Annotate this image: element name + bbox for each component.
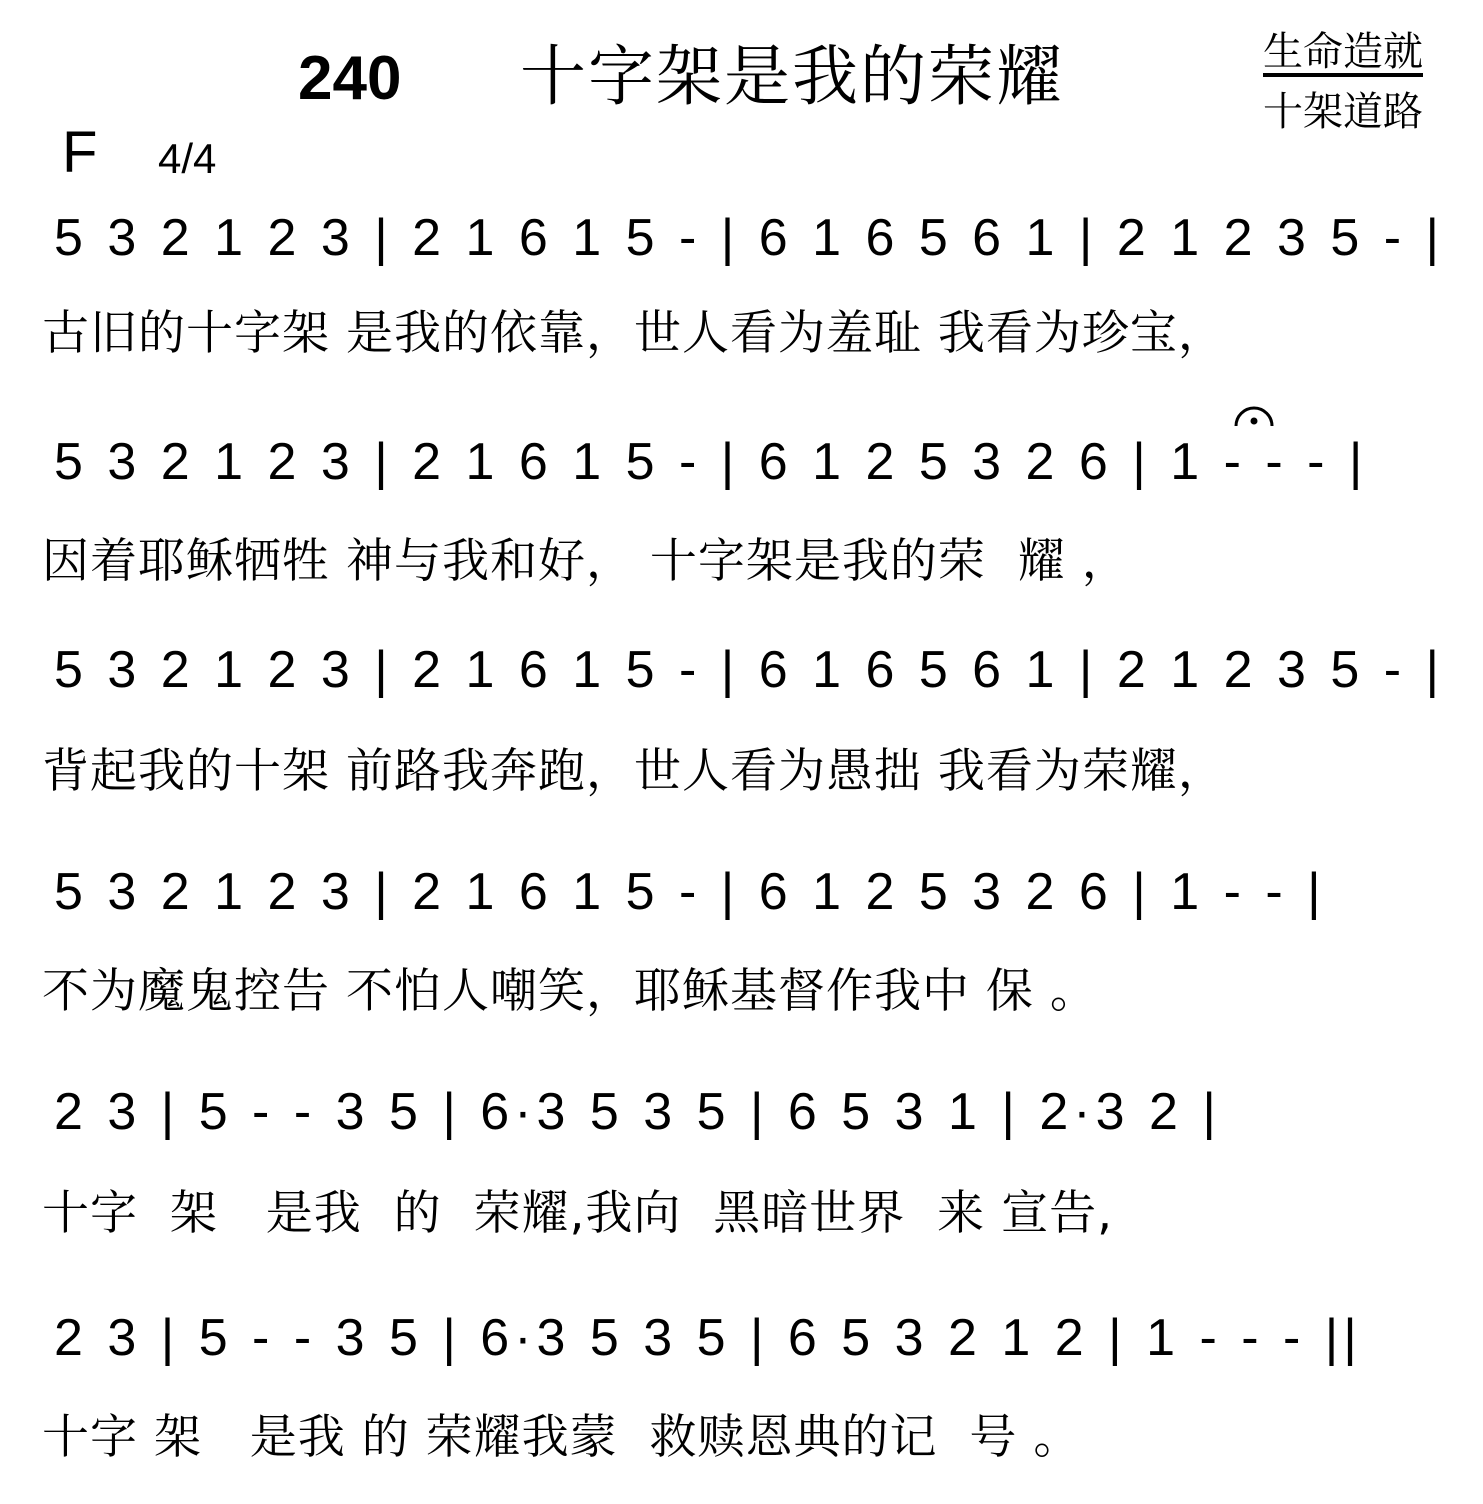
notation-line: 2 3 | 5 - - 3 5 | 6·3 5 3 5 | 6 5 3 2 1 2 | 1 - - - || <box>54 1309 1362 1367</box>
notation-line: 5 3 2 1 2 3 | 2 1 6 1 5 - | 6 1 6 5 6 1 | 2 1 2 3 5 - | <box>54 641 1444 699</box>
hymn-number: 240 <box>298 44 402 113</box>
notation-line: 5 3 2 1 2 3 | 2 1 6 1 5 - | 6 1 2 5 3 2 6 | 1 - - | <box>54 863 1326 921</box>
notation-line: 5 3 2 1 2 3 | 2 1 6 1 5 - | 6 1 6 5 6 1 | 2 1 2 3 5 - | <box>54 209 1444 267</box>
lyrics-line: 不为魔鬼控告 不怕人嘲笑，耶稣基督作我中 保 。 <box>42 964 1098 1019</box>
notation-line: 5 3 2 1 2 3 | 2 1 6 1 5 - | 6 1 2 5 3 2 6 | 1 - - - | <box>54 433 1368 491</box>
subcategory-label: 十架道路 <box>1263 89 1423 135</box>
key-signature: F <box>62 120 98 185</box>
lyrics-line: 十字 架 是我 的 荣耀我蒙 救赎恩典的记 号 。 <box>42 1410 1082 1465</box>
category-block <box>1263 22 1423 142</box>
time-signature: 4/4 <box>158 135 217 182</box>
notation-line: 2 3 | 5 - - 3 5 | 6·3 5 3 5 | 6 5 3 1 | 2·3 2 | <box>54 1083 1221 1141</box>
category-label: 生命造就 <box>1263 29 1423 75</box>
lyrics-line: 十字 架 是我 的 荣耀,我向 黑暗世界 来 宣告, <box>42 1186 1114 1241</box>
lyrics-line: 因着耶稣牺牲 神与我和好， 十字架是我的荣 耀 ， <box>42 534 1130 589</box>
lyrics-line: 背起我的十架 前路我奔跑，世人看为愚拙 我看为荣耀， <box>42 744 1226 799</box>
fermata-icon <box>1232 404 1276 428</box>
hymn-title: 十字架是我的荣耀 <box>520 38 1064 115</box>
lyrics-line: 古旧的十字架 是我的依靠，世人看为羞耻 我看为珍宝， <box>42 306 1226 361</box>
